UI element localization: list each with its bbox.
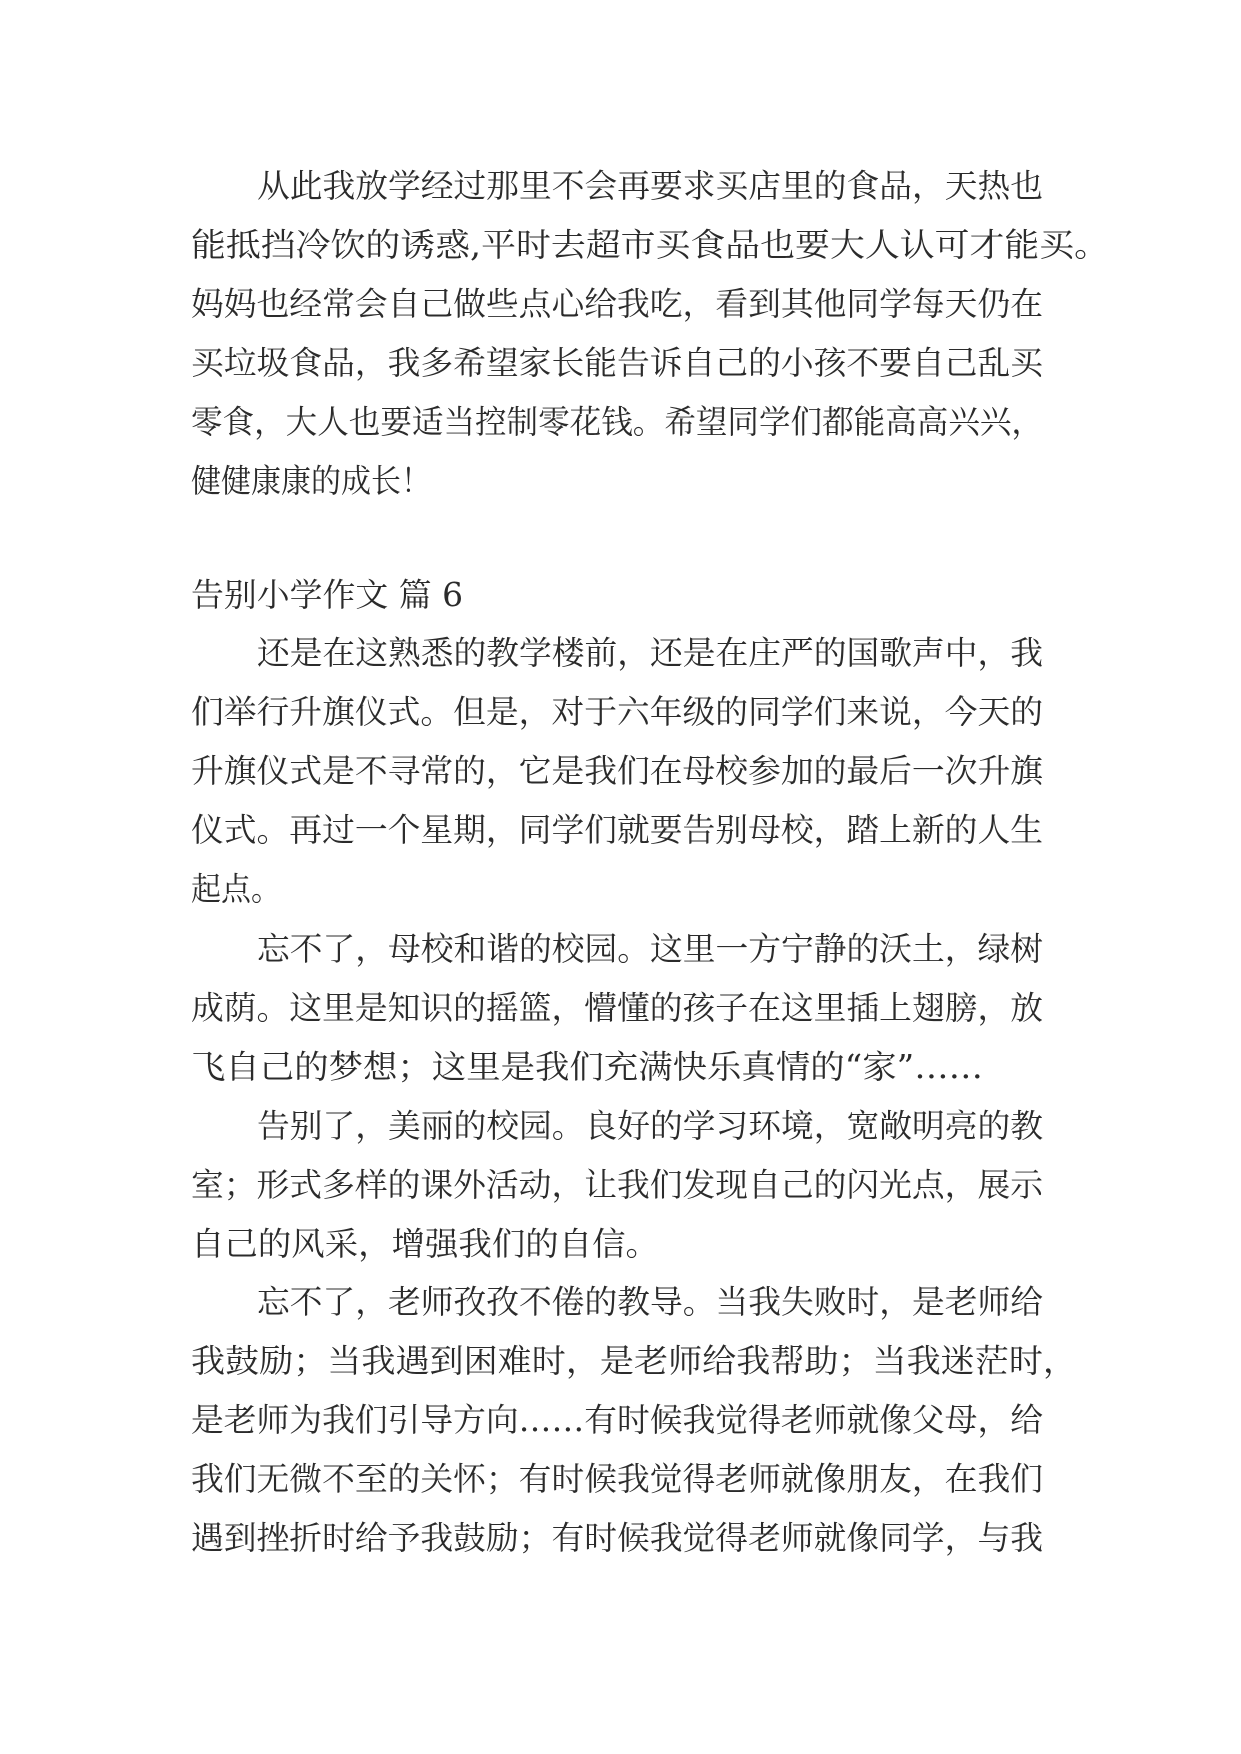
paragraph-line: 升旗仪式是不寻常的，它是我们在母校参加的最后一次升旗: [191, 752, 1044, 790]
paragraph-line: 从此我放学经过那里不会再要求买店里的食品，天热也: [257, 167, 1043, 205]
paragraph-line: 起点。: [191, 870, 281, 908]
paragraph-line: 自己的风采，增强我们的自信。: [191, 1225, 659, 1263]
paragraph-line: 健健康康的成长！: [191, 462, 431, 500]
paragraph-line: 忘不了，母校和谐的校园。这里一方宁静的沃土，绿树: [257, 930, 1043, 968]
paragraph-line: 我鼓励；当我遇到困难时，是老师给我帮助；当我迷茫时，: [191, 1342, 1077, 1380]
paragraph-line: 告别了，美丽的校园。良好的学习环境，宽敞明亮的教: [257, 1107, 1043, 1145]
paragraph-line: 零食，大人也要适当控制零花钱。希望同学们都能高高兴兴，: [191, 403, 1043, 441]
section-heading: 告别小学作文 篇 6: [191, 576, 463, 614]
paragraph-line: 室；形式多样的课外活动，让我们发现自己的闪光点，展示: [191, 1166, 1044, 1204]
paragraph-line: 妈妈也经常会自己做些点心给我吃，看到其他同学每天仍在: [191, 285, 1043, 323]
paragraph-line: 还是在这熟悉的教学楼前，还是在庄严的国歌声中，我: [257, 634, 1043, 672]
paragraph-line: 飞自己的梦想；这里是我们充满快乐真情的“家”……: [191, 1048, 983, 1086]
paragraph-line: 遇到挫折时给予我鼓励；有时候我觉得老师就像同学，与我: [191, 1519, 1043, 1557]
paragraph-line: 我们无微不至的关怀；有时候我觉得老师就像朋友，在我们: [191, 1460, 1043, 1498]
paragraph-line: 能抵挡冷饮的诱惑,平时去超市买食品也要大人认可才能买。: [191, 226, 1109, 264]
paragraph-line: 买垃圾食品，我多希望家长能告诉自己的小孩不要自己乱买: [191, 344, 1045, 382]
paragraph-3: [191, 930, 1043, 1086]
paragraph-line: 是老师为我们引导方向……有时候我觉得老师就像父母，给: [191, 1401, 1043, 1439]
paragraph-line: 仪式。再过一个星期，同学们就要告别母校，踏上新的人生: [191, 811, 1043, 849]
paragraph-line: 忘不了，老师孜孜不倦的教导。当我失败时，是老师给: [257, 1283, 1043, 1321]
paragraph-line: 成荫。这里是知识的摇篮，懵懂的孩子在这里插上翅膀，放: [191, 989, 1043, 1027]
paragraph-line: 们举行升旗仪式。但是，对于六年级的同学们来说，今天的: [191, 693, 1043, 731]
